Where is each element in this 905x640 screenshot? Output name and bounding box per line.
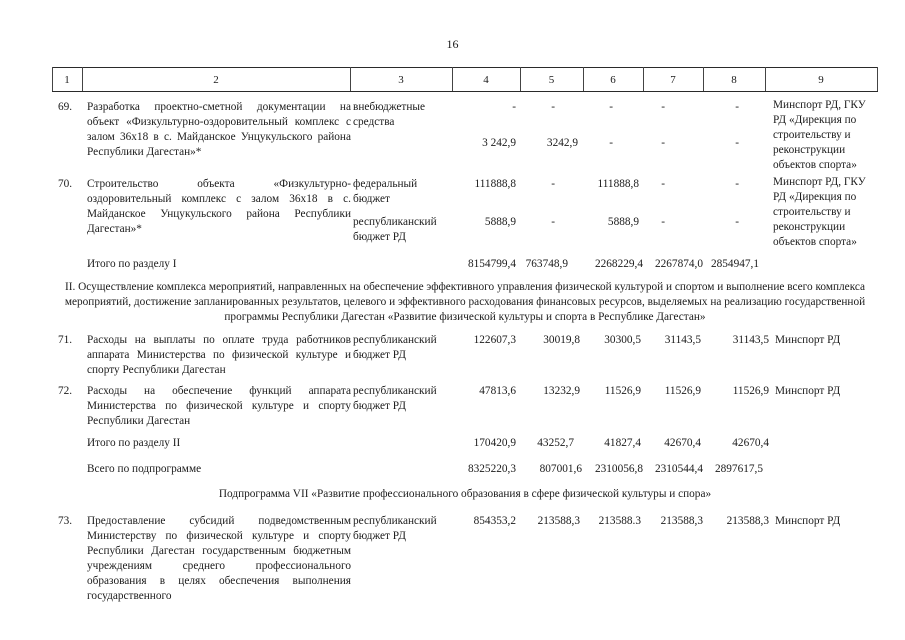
funding-source: республиканский бюджет РД bbox=[353, 385, 437, 412]
row-number: 70. bbox=[58, 178, 73, 190]
funding-source: республиканский бюджет РД bbox=[353, 515, 437, 542]
total-value: 2854947,1 bbox=[710, 258, 759, 270]
header-divider bbox=[877, 67, 878, 91]
column-header: 8 bbox=[731, 74, 737, 86]
column-header: 7 bbox=[670, 74, 676, 86]
funding-source: республиканский бюджет РД bbox=[353, 216, 437, 243]
value-cell: 3242,9 bbox=[546, 137, 578, 149]
value-cell: 47813,6 bbox=[479, 385, 516, 397]
page-number: 16 bbox=[446, 37, 459, 51]
responsible-executor: Минспорт РД bbox=[775, 334, 841, 346]
header-bottom-border bbox=[52, 91, 878, 92]
value-cell: - bbox=[609, 101, 613, 113]
row-number: 69. bbox=[58, 101, 73, 113]
total-value: 8154799,4 bbox=[467, 258, 516, 270]
total-value: 43252,7 bbox=[537, 437, 574, 449]
total-label: Всего по подпрограмме bbox=[87, 463, 202, 475]
total-value: 2268229,4 bbox=[594, 258, 643, 270]
value-cell: 11526,9 bbox=[732, 385, 769, 397]
value-cell: - bbox=[661, 137, 665, 149]
value-cell: - bbox=[551, 101, 555, 113]
total-value: 763748,9 bbox=[525, 258, 568, 270]
value-cell: 3 242,9 bbox=[482, 137, 516, 149]
value-cell: 5888,9 bbox=[607, 216, 639, 228]
total-label: Итого по разделу I bbox=[87, 258, 177, 270]
total-value: 8325220,3 bbox=[467, 463, 516, 475]
value-cell: 111888,8 bbox=[597, 178, 639, 190]
total-value: 2310544,4 bbox=[654, 463, 703, 475]
total-value: 2267874,0 bbox=[654, 258, 703, 270]
value-cell: - bbox=[661, 178, 665, 190]
value-cell: 213588,3 bbox=[726, 515, 769, 527]
total-value: 42670,4 bbox=[664, 437, 701, 449]
value-cell: 30019,8 bbox=[543, 334, 580, 346]
column-header: 1 bbox=[64, 74, 70, 86]
value-cell: - bbox=[661, 216, 665, 228]
value-cell: 213588,3 bbox=[660, 515, 703, 527]
value-cell: 5888,9 bbox=[484, 216, 516, 228]
value-cell: 213588.3 bbox=[598, 515, 641, 527]
value-cell: 11526,9 bbox=[604, 385, 641, 397]
responsible-executor: Минспорт РД bbox=[775, 385, 841, 397]
value-cell: - bbox=[735, 137, 739, 149]
value-cell: - bbox=[551, 216, 555, 228]
value-cell: - bbox=[609, 137, 613, 149]
responsible-executor: Минспорт РД, ГКУ РД «Дирекция по строительству и реконструкции объектов спорта» bbox=[773, 176, 866, 248]
value-cell: 854353,2 bbox=[473, 515, 516, 527]
total-value: 170420,9 bbox=[473, 437, 516, 449]
value-cell: - bbox=[735, 178, 739, 190]
value-cell: - bbox=[551, 178, 555, 190]
funding-source: республиканский бюджет РД bbox=[353, 334, 437, 361]
row-description: Разработка проектно-сметной документации на объект «Физкультурно-оздоровительный комплекс с залом 36х18 в с. Майданское Унцукульского района Республики Дагестан»* bbox=[87, 101, 351, 158]
funding-source: федеральный бюджет bbox=[353, 178, 418, 205]
row-description: Предоставление субсидий подведомственным Министерству по физической культуре и спорту Республики Дагестан государственным бюджетным учреждениям среднего профессионального образования в целях обеспечения выполнения государственного bbox=[87, 515, 351, 602]
total-value: 2310056,8 bbox=[594, 463, 643, 475]
total-value: 42670,4 bbox=[732, 437, 769, 449]
column-header: 6 bbox=[610, 74, 616, 86]
value-cell: 111888,8 bbox=[474, 178, 516, 190]
total-value: 41827,4 bbox=[604, 437, 641, 449]
column-header: 5 bbox=[548, 74, 555, 86]
total-value: 807001,6 bbox=[539, 463, 582, 475]
row-description: Расходы на обеспечение функций аппарата Министерства по физической культуре и спорту Республики Дагестан bbox=[87, 385, 351, 427]
value-cell: 11526,9 bbox=[664, 385, 701, 397]
responsible-executor: Минспорт РД, ГКУ РД «Дирекция по строительству и реконструкции объектов спорта» bbox=[773, 99, 866, 171]
row-description: Расходы на выплаты по оплате труда работников аппарата Министерства по физической культуре и спорту Республики Дагестан bbox=[87, 334, 351, 376]
responsible-executor: Минспорт РД bbox=[775, 515, 841, 527]
value-cell: 122607,3 bbox=[473, 334, 516, 346]
value-cell: 31143,5 bbox=[664, 334, 701, 346]
value-cell: 13232,9 bbox=[543, 385, 580, 397]
column-header: 9 bbox=[818, 74, 824, 86]
value-cell: 213588,3 bbox=[537, 515, 580, 527]
funding-source: внебюджетные средства bbox=[353, 101, 426, 128]
total-label: Итого по разделу II bbox=[87, 437, 181, 449]
section-title: II. Осуществление комплекса мероприятий, направленных на обеспечение эффективного управления физической культурой и спортом и выполнение всего комплекса мероприятий, достижение запланированных результатов, целевого и эффективного расходования финансовых ресурсов, выделяемых на реализацию государственной программы Республики Дагестан «Развитие физической культуры и спорта в Республике Дагестан» bbox=[64, 281, 866, 323]
column-header: 3 bbox=[398, 74, 404, 86]
column-header: 2 bbox=[213, 74, 219, 86]
value-cell: 30300,5 bbox=[604, 334, 641, 346]
header-top-border bbox=[52, 67, 878, 68]
value-cell: - bbox=[735, 216, 739, 228]
row-number: 73. bbox=[58, 515, 73, 527]
column-header: 4 bbox=[483, 74, 489, 86]
value-cell: - bbox=[735, 101, 739, 113]
subprogram-title: Подпрограмма VII «Развитие профессионального образования в сфере физической культуры и спора» bbox=[218, 488, 712, 500]
row-number: 71. bbox=[58, 334, 73, 346]
value-cell: - bbox=[661, 101, 665, 113]
total-value: 2897617,5 bbox=[714, 463, 763, 475]
value-cell: - bbox=[512, 101, 516, 113]
value-cell: 31143,5 bbox=[732, 334, 769, 346]
row-number: 72. bbox=[58, 385, 73, 397]
row-description: Строительство объекта «Физкультурно-оздоровительный комплекс с залом 36х18 в с. Майданское Унцукульского района Республики Дагестан»* bbox=[87, 178, 351, 235]
